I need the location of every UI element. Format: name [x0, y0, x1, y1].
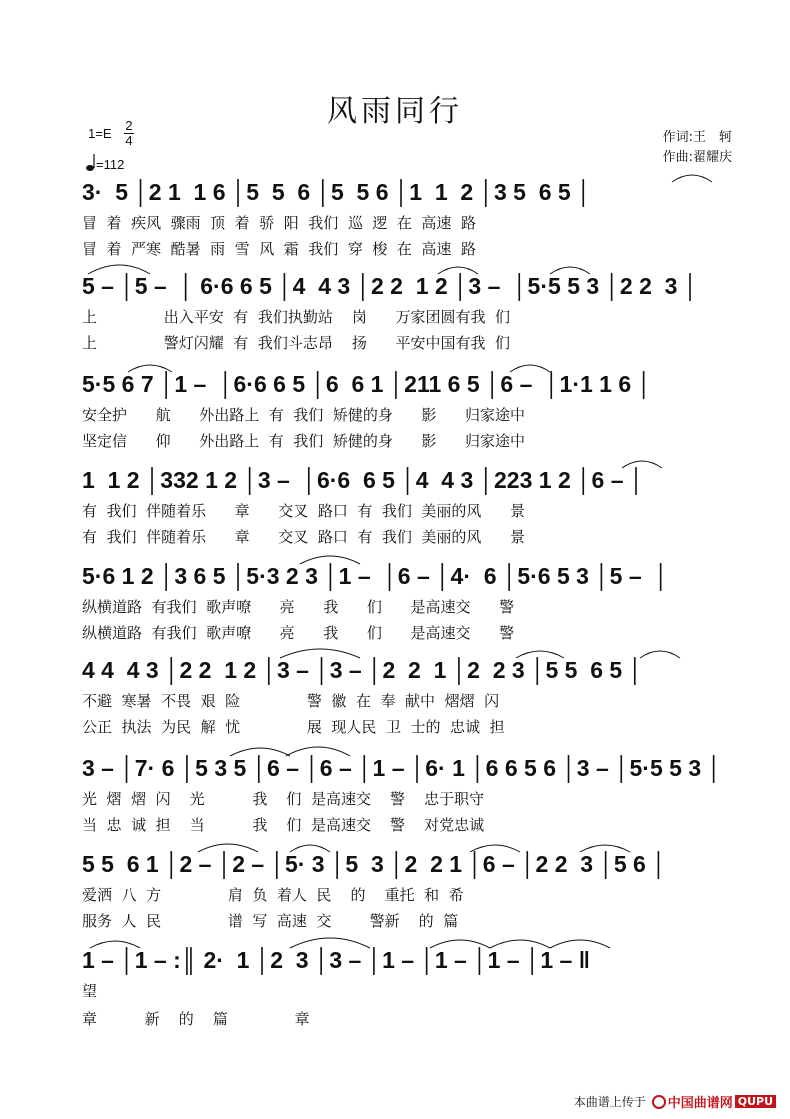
lyric-verse-2: 上 警灯闪耀 有 我们斗志昂 扬 平安中国有我 们 — [82, 334, 511, 352]
note-line: 1 – │1 – :║ 2· 1 │2 3 │3 – │1 – │1 – │1 – │1 – ‖ — [82, 947, 591, 973]
lyric-verse-2: 有 我们 伴随着乐 章 交叉 路口 有 我们 美丽的风 景 — [82, 528, 526, 546]
note-line: 3 – │7· 6 │5 3 5 │6 – │6 – │1 – │6· 1 │6 6 5 6 │3 – │5·5 5 3 │ — [82, 755, 722, 781]
song-title: 风雨同行 — [327, 94, 463, 129]
note-line: 5 – │5 – │ 6·6 6 5 │4 4 3 │2 2 1 2 │3 – │5·5 5 3 │2 2 3 │ — [82, 273, 699, 299]
music-system-7 — [82, 750, 742, 838]
upload-footer — [574, 1092, 776, 1111]
music-system-3 — [82, 366, 742, 454]
lyric-verse-1: 纵横道路 有我们 歌声嘹 亮 我 们 是高速交 警 — [82, 598, 515, 616]
upload-text: 本曲谱上传于 — [573, 1095, 646, 1109]
lyric-verse-1: 爱洒 八 方 肩 负 着人 民 的 重托 和 希 — [82, 886, 464, 904]
lyric-verse-1: 冒 着 疾风 骤雨 顶 着 骄 阳 我们 巡 逻 在 高速 路 — [82, 214, 476, 232]
time-signature — [124, 119, 134, 148]
note-line: 5·5 6 7 │1 – │6·6 6 5 │6 6 1 │211 6 5 │6 – │1·1 1 6 │ — [82, 371, 652, 397]
music-system-5 — [82, 558, 742, 646]
music-system-8 — [82, 846, 742, 934]
music-system-2 — [82, 268, 742, 356]
lyric-verse-2: 纵横道路 有我们 歌声嘹 亮 我 们 是高速交 警 — [82, 624, 515, 642]
key-signature — [88, 126, 112, 141]
time-sig-top: 2 — [125, 118, 133, 133]
note-line: 4 4 4 3 │2 2 1 2 │3 – │3 – │2 2 1 │2 2 3 │5 5 6 5 │ — [82, 657, 643, 683]
logo-circle-icon — [652, 1095, 666, 1109]
lyric-verse-1: 望 — [82, 982, 98, 1000]
music-system-1 — [82, 174, 742, 262]
music-system-6 — [82, 652, 742, 740]
quarter-note-icon — [86, 152, 96, 172]
note-line: 5·6 1 2 │3 6 5 │5·3 2 3 │1 – │6 – │4· 6 │5·6 5 3 │5 – │ — [82, 563, 669, 589]
logo-text: 中国曲谱网 — [667, 1096, 733, 1111]
lyric-verse-1: 光 熠 熠 闪 光 我 们 是高速交 警 忠于职守 — [82, 790, 485, 808]
lyric-verse-2: 服务 人 民 谱 写 高速 交 警新 的 篇 — [82, 912, 459, 930]
music-system-9 — [82, 942, 742, 1034]
lyric-verse-2: 公正 执法 为民 解 忧 展 现人民 卫 士的 忠诚 担 — [82, 718, 505, 736]
tempo-value: =112 — [96, 157, 125, 172]
lyric-verse-2: 章 新 的 篇 章 — [82, 1010, 310, 1028]
lyric-verse-1: 有 我们 伴随着乐 章 交叉 路口 有 我们 美丽的风 景 — [82, 502, 526, 520]
note-line: 1 1 2 │332 1 2 │3 – │6·6 6 5 │4 4 3 │223 1 2 │6 – │ — [82, 467, 645, 493]
key-label: 1=E — [88, 126, 112, 141]
lyricist-credit: 作词:王 轲 — [662, 130, 732, 145]
lyric-verse-2: 坚定信 仰 外出路上 有 我们 矫健的身 影 归家途中 — [82, 432, 526, 450]
lyric-verse-2: 冒 着 严寒 酷暑 雨 雪 风 霜 我们 穿 梭 在 高速 路 — [82, 240, 476, 258]
note-line: 5 5 6 1 │2 – │2 – │5· 3 │5 3 │2 2 1 │6 – │2 2 3 │5 6 │ — [82, 851, 667, 877]
lyric-verse-1: 安全护 航 外出路上 有 我们 矫健的身 影 归家途中 — [82, 406, 526, 424]
composer-credit: 作曲:翟耀庆 — [662, 150, 732, 165]
site-logo[interactable] — [652, 1092, 776, 1111]
note-line: 3· 5 │2 1 1 6 │5 5 6 │5 5 6 │1 1 2 │3 5 6 5 │ — [82, 179, 592, 205]
lyric-verse-2: 当 忠 诚 担 当 我 们 是高速交 警 对党忠诚 — [82, 816, 485, 834]
time-sig-bottom: 4 — [125, 133, 133, 148]
logo-sub-text: QUPU — [735, 1095, 776, 1108]
lyric-verse-1: 上 出入平安 有 我们执勤站 岗 万家团圆有我 们 — [82, 308, 511, 326]
lyric-verse-1: 不避 寒暑 不畏 艰 险 警 徽 在 奉 献中 熠熠 闪 — [82, 692, 500, 710]
tempo-marking — [86, 152, 124, 172]
music-system-4 — [82, 462, 742, 550]
